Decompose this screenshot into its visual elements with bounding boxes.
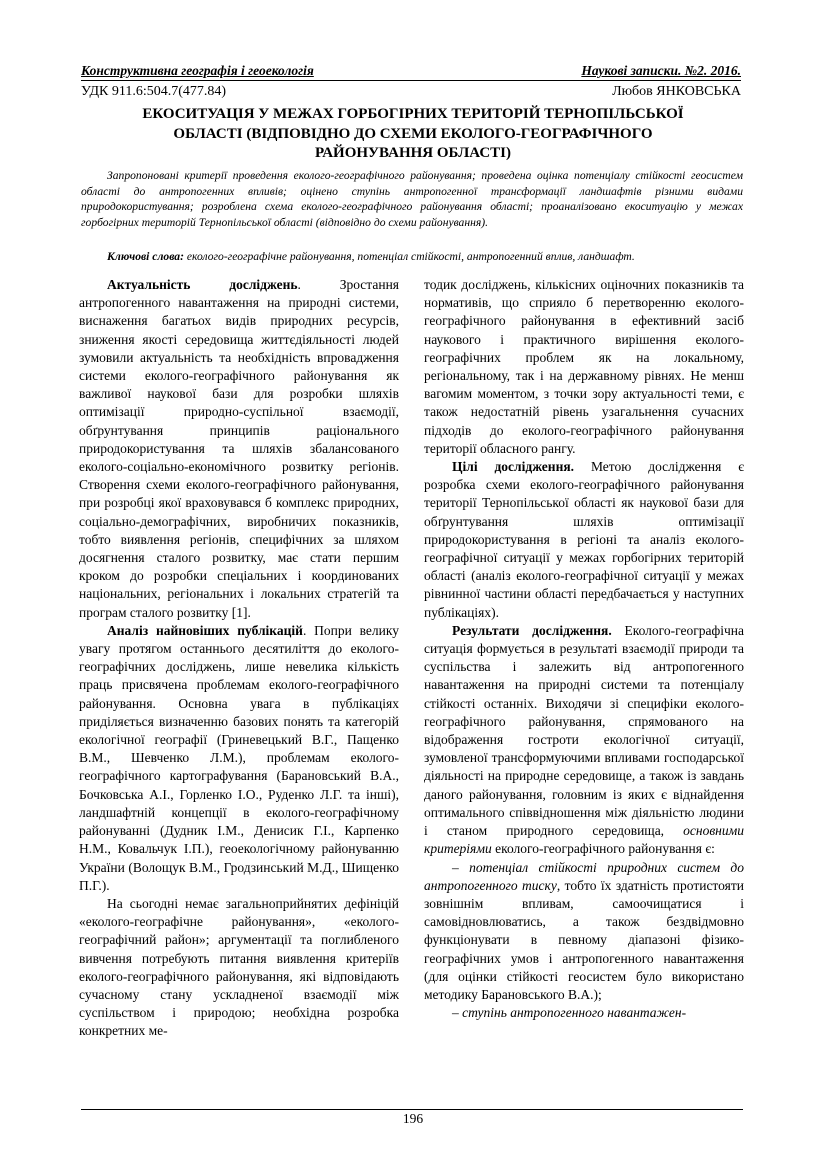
paragraph-publications <box>79 622 399 895</box>
paragraph-text: . Зростання антропогенного навантаження на природні системи, виснаження багатьох видів природних ресурсів, зниження якості середовища життєдіяльності людей зумовили актуальність та необхідність впровадження системи еколого-географічного районування як важливої наукової бази для розробки шляхів оптимізації природно-суспільної взаємодії, обґрунтування принципів раціонального природокористування та шляхів збалансованого еколого-соціально-економічного розвитку регіонів. Створення схеми еколого-географічного районування, при розробці якої враховувався б комплекс природних, соціально-демографічних, виробничих показників, тобто виявлення регіонів, специфічних за шляхом досягнення сталого розвитку, має стати першим кроком до розробки спеціальних і координованих національних, регіональних і локальних стратегій та програм сталого розвитку [1]. <box>79 277 400 620</box>
criterion-text: , тобто їх здатність протистояти зовнішнім впливам, самоочищатися і самовідновлюватись, а також бездвідмовно функціонувати в певному діапазоні фізико-географічних умов і антропогенного навантаження (для оцінки стійкості геосистем було використано методику Барановського В.А.); <box>424 877 744 1002</box>
running-header <box>81 62 741 101</box>
keywords-text: еколого-географічне районування, потенціал стійкості, антропогенний вплив, ландшафт. <box>183 250 635 263</box>
criterion-title: – ступінь антропогенного навантажен- <box>452 1005 687 1021</box>
udc-code: УДК 911.6:504.7(477.84) <box>81 84 227 99</box>
right-column <box>424 276 744 1022</box>
section-heading-publications: Аналіз найновіших публікацій <box>107 622 303 638</box>
author-name: Любов ЯНКОВСЬКА <box>612 84 741 99</box>
criterion-item-1 <box>424 859 744 1005</box>
article-title <box>100 105 726 164</box>
criterion-item-2 <box>424 1004 744 1022</box>
paragraph-text: . Попри велику увагу протягом останнього десятиліття до еколого-географічних досліджень, лише невелика кількість праць присвячена проблемам еколого-географічного районування. Основна увага в публікаціях приділяється визначенню базових понять та категорій екологічної географії (Гриневецький В.Г., Пащенко В.М., Шевченко Л.М.), проблемам еколого-географічного картографування (Барановський В.А., Бочковська А.І., Горленко І.О., Руденко Л.Г. та інші), ландшафтній концепції в еколого-географічному районуванні (Дудник І.М., Денисик Г.І., Карпенко Н.М., Ковальчук І.П.), геоекологічному районуванню України (Волощук В.М., Гродзинський М.Д., Шищенко П.Г.). <box>79 622 399 893</box>
page-number: 196 <box>402 1111 424 1126</box>
title-line-1: ЕКОСИТУАЦІЯ У МЕЖАХ ГОРБОГІРНИХ ТЕРИТОРІЙ ТЕРНОПІЛЬСЬКОЇ <box>142 106 684 122</box>
section-heading-relevance: Актуальність досліджень <box>107 277 298 292</box>
section-heading-results: Результати дослідження. <box>452 622 612 638</box>
journal-section-title: Конструктивна географія і геоекологія <box>81 63 314 78</box>
paragraph-text: Еколого-географічна ситуація формується в результаті взаємодії природи та суспільства і залежить від антропогенного навантаження на природні системи та потенціалу стійкості останніх. Виходячи зі специфіки еколого-географічного районування, спрямованого на відображення гостроти екологічної ситуації, зумовленої трансформуючими впливами господарської діяльності на природне середовище, а також із завдань даного районування, головним із яких є віднайдення оптимального співвідношення між діяльністю людини і станом природного середовища, <box>424 622 744 839</box>
criterion-title: – потенціал стійкості природних систем до антропогенного тиску <box>424 859 744 893</box>
journal-issue: Наукові записки. №2. 2016. <box>581 63 741 78</box>
left-column <box>79 276 399 1041</box>
title-line-2: ОБЛАСТІ (ВІДПОВІДНО ДО СХЕМИ ЕКОЛОГО-ГЕОГРАФІЧНОГО <box>173 125 653 142</box>
paragraph-relevance <box>79 276 399 622</box>
paragraph-text: Метою дослідження є розробка схеми еколого-географічного районування території Тернопільської області як наукової бази для обґрунтування шляхів оптимізації природокористування в регіоні та аналіз еколого-географічної ситуації у межах горбогірних територій області (аналіз еколого-географічної ситуації у межах рівнинної частини області передбачається у наступних публікаціях). <box>424 459 745 620</box>
emphasis-criteria: основними критеріями <box>424 823 744 857</box>
keywords-label: Ключові слова: <box>107 250 184 263</box>
paragraph-results <box>424 622 744 859</box>
abstract: Запропоновані критерії проведення еколого-географічного районування; проведена оцінка потенціалу стійкості геосистем області до антропогенних впливів; оцінено ступінь антропогенної трансформації ландшафтів різними видами природокористування; розроблена схема еколого-географічного районування області; проаналізовано екоситуацію у межах горбогірних територій Тернопільської області (відповідно до схеми районування). <box>81 169 743 229</box>
keywords <box>81 249 743 265</box>
paragraph-text: еколого-географічного районування є: <box>491 841 715 857</box>
journal-header-row <box>81 62 741 81</box>
section-heading-goals: Цілі дослідження. <box>452 459 575 475</box>
udc-author-row <box>81 83 741 101</box>
title-line-3: РАЙОНУВАННЯ ОБЛАСТІ) <box>314 145 512 161</box>
paragraph-goals <box>424 458 744 622</box>
paragraph-definitions: На сьогодні немає загальноприйнятих дефініцій «еколого-географічне районування», «еколого-географічний район»; аргументації та поглибленого вивчення потребують питання виявлення критеріїв еколого-географічного районування, які відповідають сучасному стану ускладненої взаємодії між суспільством і природою; необхідна розробка конкретних ме- <box>79 895 399 1039</box>
footer-rule <box>81 1109 743 1110</box>
paragraph-continuation: тодик досліджень, кількісних оціночних показників та нормативів, що сприяло б перетворенню еколого-географічного районування в ефективний засіб наукового і практичного вирішення еколого-географічних проблем як на локальному, регіональному, так і на державному рівнях. Не менш вагомим моментом, з точки зору актуальності теми, є також недостатній рівень узагальнення сучасних підходів до еколого-географічного районування території обласного рангу. <box>424 277 744 456</box>
